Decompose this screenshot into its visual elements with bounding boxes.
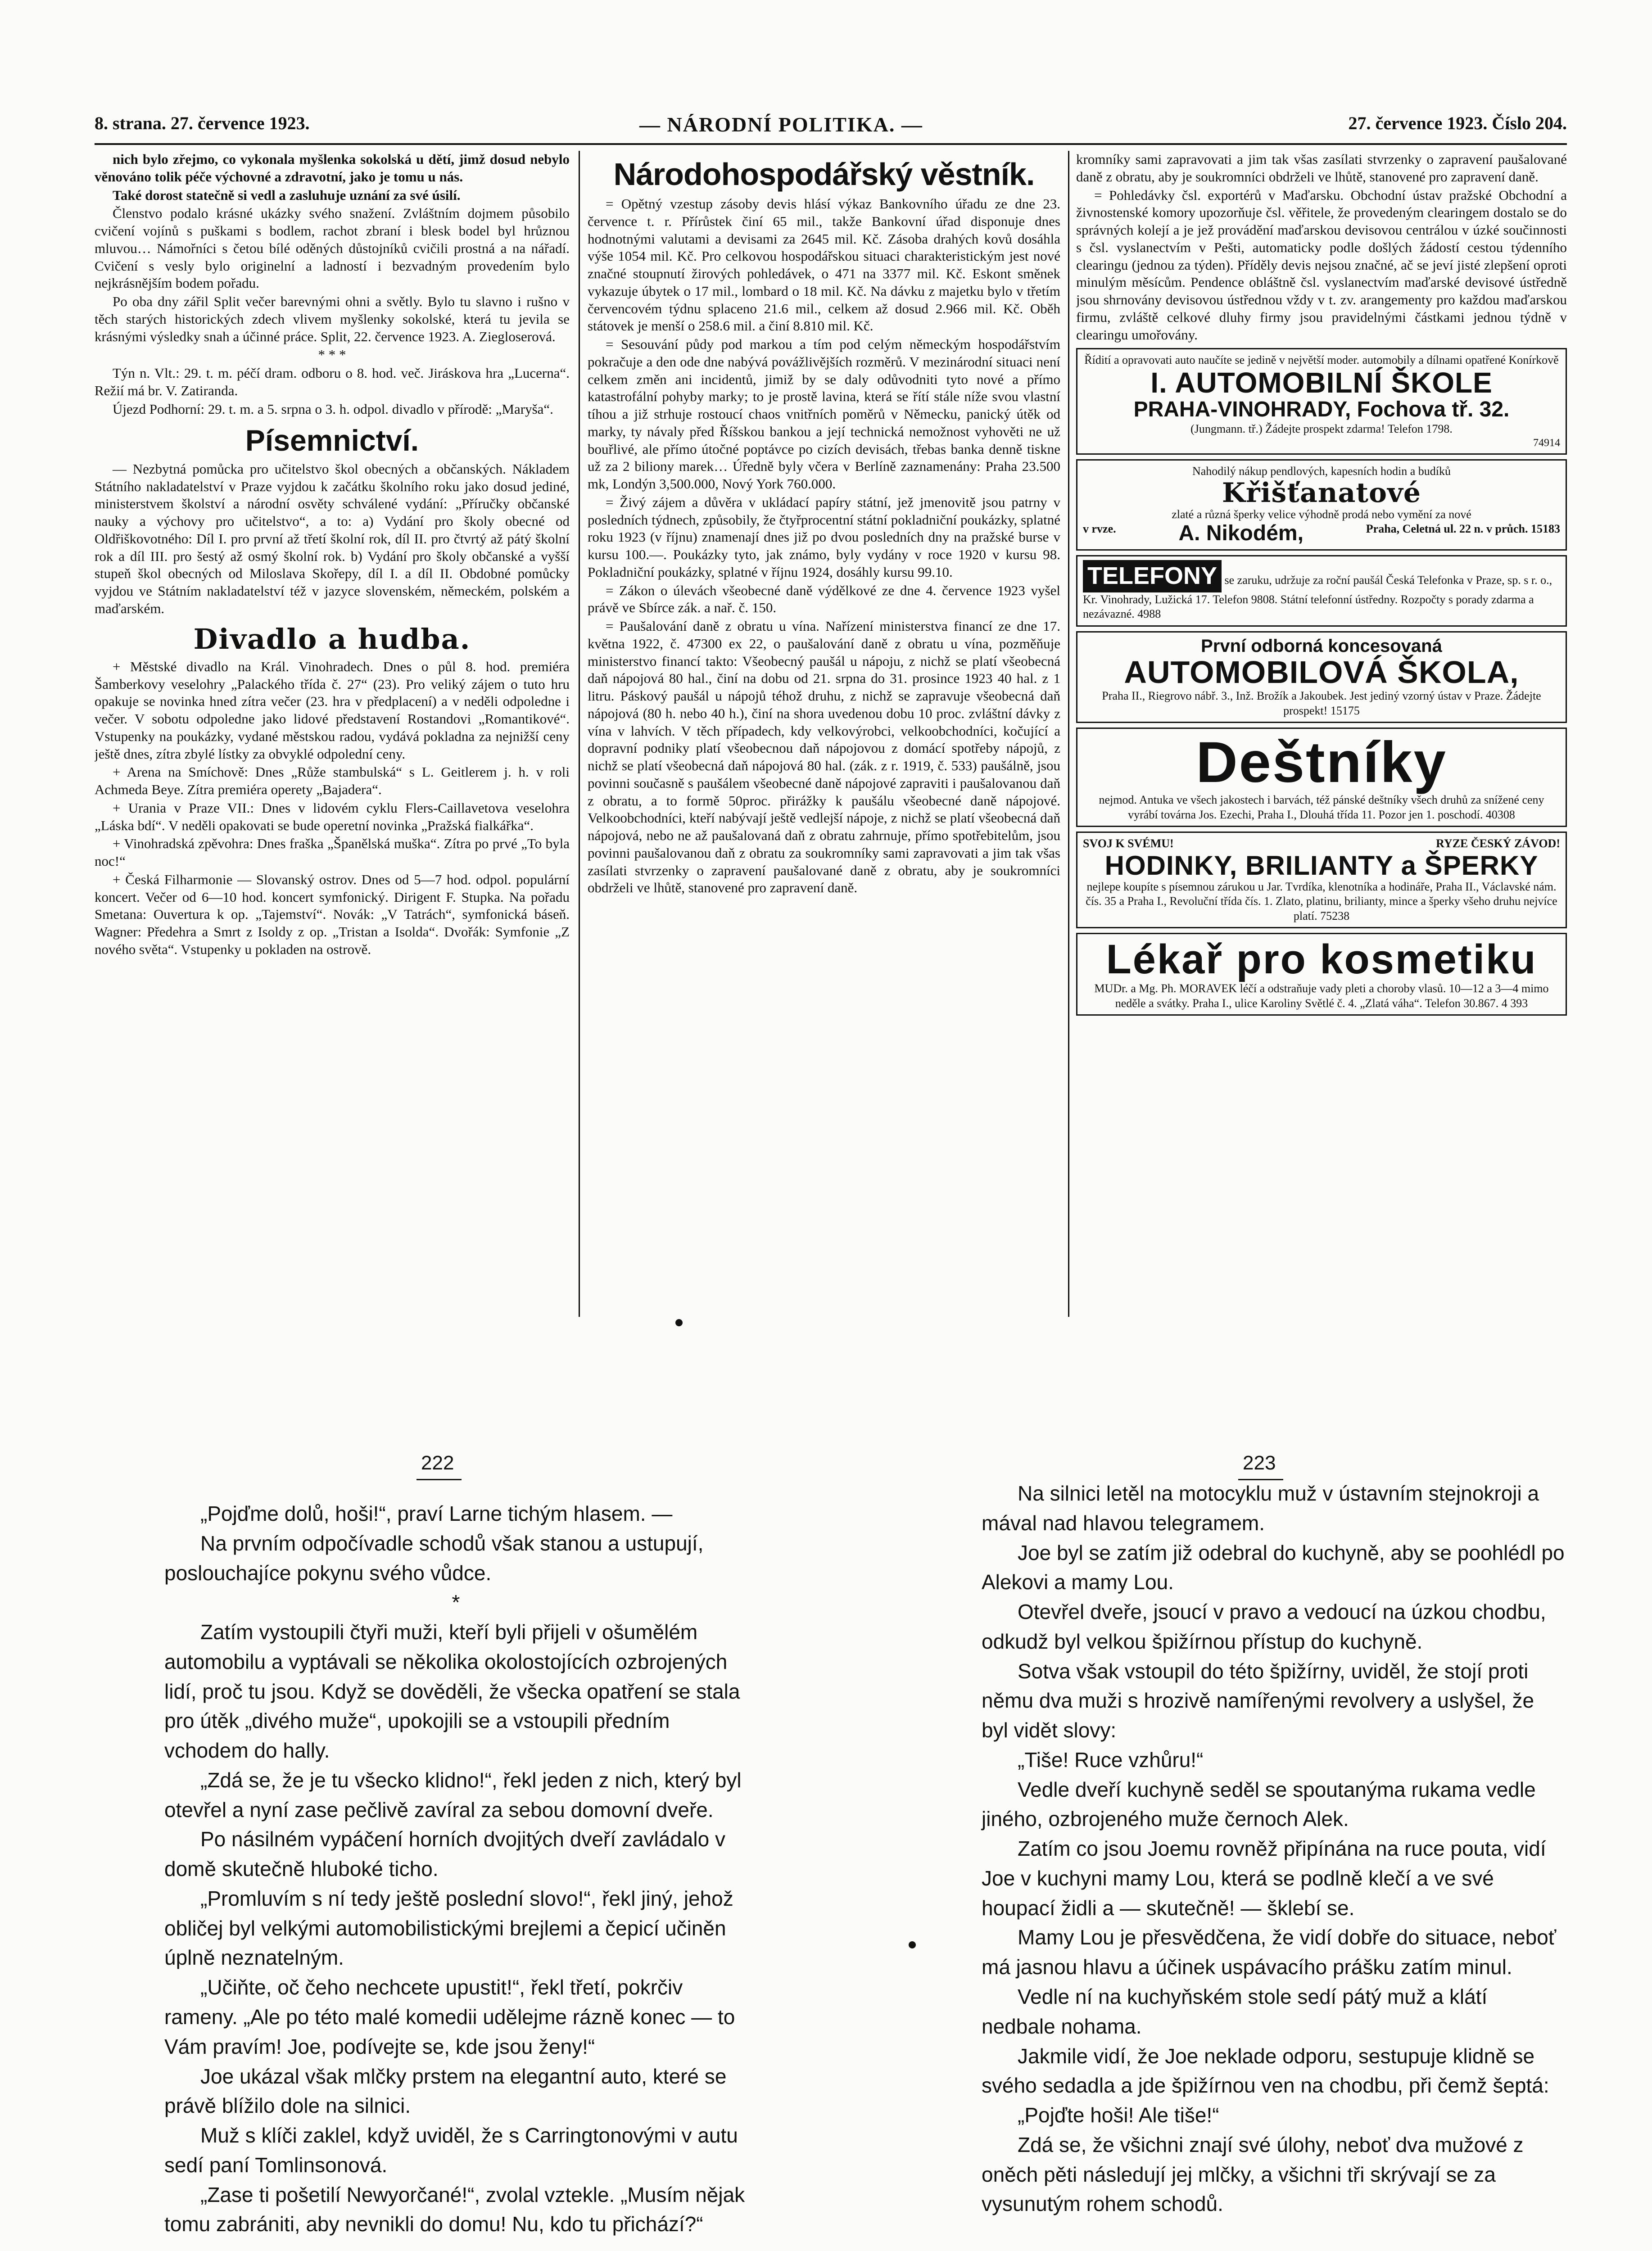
ad-automobilni-top: Řídití a opravovati auto naučíte se jedině v největší moder. automobily a dílnami opatřené Konírkově: [1084, 353, 1559, 367]
left-paragraph: „Zdá se, že je tu všecko klidno!“, řekl jeden z nich, který byl otevřel a nyní zase pečlivě zavíral za sebou domovní dveře.: [164, 1768, 742, 1822]
ad-automobilni-address: PRAHA-VINOHRADY, Fochova tř. 32.: [1133, 397, 1510, 421]
ad-automobilni-bottom: (Jungmann. tř.) Žádejte prospekt zdarma! Telefon 1798.: [1190, 422, 1453, 435]
right-paragraph: Vedle dveří kuchyně seděl se spoutanýma rukama vedle jiného, ozbrojeného muže černoch Alek.: [982, 1777, 1536, 1831]
column-divider-1: [579, 151, 580, 1317]
right-paragraph: Zdá se, že všichni znají své úlohy, neboť dva mužové z oněch pěti následují jej mlčky, a všichni tři skrývají se za vysunutým rohem schodů.: [982, 2133, 1524, 2216]
column-2: [588, 151, 1060, 1317]
right-paragraph: Zatím co jsou Joemu rovněž připínána na ruce pouta, vidí Joe v kuchyni mamy Lou, která se podlně klečí a ve své houpací židli a — skutečně! — šklebí se.: [982, 1837, 1546, 1920]
article-sokol-p2: Také dorost statečně si vedl a zasluhuje uznání za své úsilí.: [113, 187, 461, 203]
ad-nikodem-title: Křišťanatové: [1222, 477, 1421, 509]
header-date-issue: 27. července 1923. Číslo 204.: [1348, 113, 1567, 133]
right-paragraph: „Tiše! Ruce vzhůru!“: [1018, 1748, 1204, 1772]
right-paragraph: Mamy Lou je přesvědčena, že vidí dobře do situace, neboť má jasnou hlavu a účinek uspávacího prášku zatím minul.: [982, 1926, 1557, 1979]
ad-telefony-title: TELEFONY: [1083, 560, 1222, 592]
ad-hodinky-row: [1083, 836, 1560, 851]
economy-zakon: = Zákon o úlevách všeobecné daně výdělkové ze dne 4. července 1923 vyšel právě ve Sbírce zák. a nař. č. 150.: [588, 582, 1060, 616]
left-paragraph: Na prvním odpočívadle schodů však stanou a ustupují, poslouchajíce pokynu svého vůdce.: [164, 1531, 704, 1585]
ink-dot: [675, 1319, 683, 1326]
ad-nikodem-mid: zlaté a různá šperky velice výhodně prodá nebo vymění za nové: [1172, 507, 1471, 521]
ad-nikodem-row: [1083, 522, 1560, 546]
left-paragraph: Muž s klíči zaklel, když uviděl, že s Carringtonovými v autu sedí paní Tomlinsonová.: [164, 2124, 738, 2177]
theatre-filharmonie: + Česká Filharmonie — Slovanský ostrov. Dnes od 5—7 hod. odpol. populární koncert. Večer od 6—10 hod. koncert symfonický. Dirigent F. Stupka. Na pořadu Smetana: Ouvertura k op. „Tajemství“. Novák: „V Tatrách“, symfonická báseň. Wagner: Předehra a Smrt z Isoldy z op. „Tristan a Isolda“. Dvořák: Symfonie „Z nového světa“. Vstupenky u pokladen na ostrově.: [95, 871, 570, 957]
theatre-vinohrady: + Městské divadlo na Král. Vinohradech. Dnes o půl 8. hod. premiéra Šamberkovy veselohry „Palackého třída č. 27“ (23). Pro veliký zájem o tuto hru opakuje se novinka hned zítra večer (23. hra v předplacení) a v neděli odpoledne i večer. V sobotu odpoledne jako lidové představení Rostandovi „Romantikové“. Vstupenky na poukázky, vydané městskou radou, vydává pokladna za nejnižší ceny ještě dnes, zítra zbylé lístky za obvyklé odpolední ceny.: [95, 658, 570, 762]
theatre-urania: + Urania v Praze VII.: Dnes v lidovém cyklu Flers-Caillavetova veselohra „Láska bdí“. V neděli opakovati se bude operetní novinka „Pražská fialkářka“.: [95, 800, 570, 833]
right-paragraph: Na silnici letěl na motocyklu muž v ústavním stejnokroji a mával nad hlavou telegramem.: [982, 1482, 1539, 1535]
left-paragraph: „Promluvím s ní tedy ještě poslední slovo!“, řekl jiný, jehož obličej byl velkými automobilistickými brejlemi a čepicí učiněn úplně neznatelným.: [164, 1886, 733, 1970]
ad-automobilni-number: 74914: [1533, 437, 1560, 449]
ad-nikodem-name: A. Nikodém,: [1178, 521, 1303, 546]
left-paragraph: Po násilném vypáčení horních dvojitých dveří zavládalo v domě skutečně hluboké ticho.: [164, 1827, 725, 1881]
ad-hodinky-right: RYZE ČESKÝ ZÁVOD!: [1436, 837, 1560, 850]
ad-nikodem-address: Praha, Celetná ul. 22 n. v průch. 15183: [1366, 522, 1560, 536]
theatre-arena: + Arena na Smíchově: Dnes „Růže stambulská“ s L. Geitlerem j. h. v roli Achmeda Beye. Zítra premiéra operety „Bajadera“.: [95, 764, 570, 798]
article-sokol-p3: Členstvo podalo krásné ukázky svého snažení. Zvláštním dojmem působilo cvičení vojínů s puškami s bodlem, rachot zbraní i blesk bodel byl hrůznou mluvou… Námořníci s četou bílé oděných důstojníků cvičili prostná a na nářadí. Cvičení s vesly bylo originelní a ladností i bezvadným provedením bylo nejkrásnějším bodem pořadu.: [95, 205, 570, 291]
ad-hodinky: [1076, 832, 1567, 928]
ad-destniky-title: Deštníky: [1196, 730, 1447, 795]
ad-nikodem-top: Nahodilý nákup pendlových, kapesních hodin a budíků: [1192, 465, 1451, 478]
ad-automobilova-title: AUTOMOBILOVÁ ŠKOLA,: [1124, 654, 1519, 690]
ad-hodinky-text: nejlepe koupíte s písemnou zárukou u Jar. Tvrdíka, klenotníka a hodináře, Praha II., Václavské nám. čís. 35 a Praha I., Revoluční třída čís. 1. Zlato, platinu, brilianty, mince a šperky všeho druhu nejvíce platí. 75238: [1086, 880, 1557, 922]
left-paragraph: Joe ukázal však mlčky prstem na elegantní auto, které se právě blížilo dole na silnici.: [164, 2064, 727, 2118]
ink-dot: [909, 1941, 916, 1948]
ad-telefony-text: se zaruku, udržuje za roční paušál Česká Telefonka v Praze, sp. s r. o., Kr. Vinohrady, Lužická 17. Telefon 9808. Státní telefonní ústředny. Rozpočty s porady zdarma a nezávazné. 4988: [1083, 574, 1552, 621]
newspaper-header: [95, 113, 1567, 140]
left-paragraph: „Učiňte, oč čeho nechcete upustit!“, řekl třetí, pokrčiv rameny. „Ale po této malé komedii udělejme rázně konec — to Vám pravím! Joe, podívejte se, kde jsou ženy!“: [164, 1975, 735, 2058]
ad-hodinky-left: SVOJ K SVÉMU!: [1083, 837, 1174, 850]
column-divider-2: [1068, 151, 1069, 1317]
notice-ujezd: Újezd Podhorní: 29. t. m. a 5. srpna o 3. h. odpol. divadlo v přírodě: „Maryša“.: [113, 401, 553, 417]
economy-pausal-cont: kromníky sami zapravovati a jim tak všas zasílati stvrzenky o zapravení paušalované daně z obratu, aby je soukromníci obdrželi ve lhůtě, stanovené pro zapravení daně.: [1076, 151, 1567, 185]
ad-telefony: [1076, 555, 1567, 627]
economy-marka: = Sesouvání půdy pod markou a tím pod celým německým hospodářstvím pokračuje a den ode dne nabývá povážlivějších rozměrů. V mezinárodní situaci není celkem změn ani incidentů, jimiž by se daly odůvodniti tyto nové a přímo katastrofální pohyby marky; to je prostě lavina, která se řítí stále níže svou vlastní tíhou a již strhuje rostoucí chaos vnitřních poměrů v Německu, panický útěk od marky, ty návaly před Říšskou bankou a její technická nemožnost vyhověti ne už bouřlivé, ale přímo útočné poptávce po cizích devisách, třebas banka denně tiskne už za 2 biliony marek… Úředně byly včera v Berlíně zaznamenány: Praha 23.500 mk, Londýn 3,500.000, Nový York 760.000.: [588, 336, 1060, 492]
ad-automobilova-bottom: Praha II., Riegrovo nábř. 3., Inž. Brožík a Jakoubek. Jest jediný vzorný ústav v Praze. Žádejte prospekt! 15175: [1102, 689, 1541, 717]
economy-devisy: = Opětný vzestup zásoby devis hlásí výkaz Bankovního úřadu ze dne 23. července t. r. Přírůstek činí 65 mil., takže Bankovní úřad disponuje dnes hodnotnými valutami a devisami za 2645 mil. Kč. Zásoba drahých kovů dosáhla výše 1054 mil. Kč. Pro celkovou hospodářskou situaci charakteristickým jest nové značné stoupnutí žirových pohledávek, o 471 na 3377 mil. Kč. Eskont směnek vykazuje úbytek o 17 mil., lombard o 18 mil. Kč. Na dávku z majetku bylo v třetím červencovém týdnu splaceno 21.6 mil., celkem až dosud 2.966 mil. Kč. Oběh státovek je menší o 258.6 mil. a činí 8.810 mil. Kč.: [588, 196, 1060, 334]
separator-stars: * * *: [318, 347, 346, 363]
heading-pisemnictvi: Písemnictví.: [245, 424, 419, 457]
theatre-zpevohra: + Vinohradská zpěvohra: Dnes fraška „Španělská muška“. Zítra po prvé „To byla noc!“: [95, 836, 570, 869]
ad-automobilova-skola: [1076, 631, 1567, 723]
ad-automobilova-top: První odborná koncesovaná: [1201, 636, 1442, 656]
right-paragraph: Sotva však vstoupil do této špižírny, uviděl, že stojí proti němu dva muži s hrozivě namířenými revolvery a uslyšel, že byl vidět slovy:: [982, 1659, 1534, 1742]
right-paragraph: Joe byl se zatím již odebral do kuchyně, aby se poohlédl po Alekovi a mamy Lou.: [982, 1541, 1565, 1594]
article-sokol-p1: nich bylo zřejmo, co vykonala myšlenka sokolská u dětí, jimž dosud nebylo věnováno tolik péče výchovné a zdravotní, jako je tomu u nás.: [95, 151, 570, 185]
right-paragraph: „Pojďte hoši! Ale tiše!“: [1018, 2103, 1219, 2127]
ad-nikodem-rvze: v rvze.: [1083, 522, 1116, 536]
column-1: [95, 151, 570, 1317]
page-number-right: 223: [1243, 1452, 1276, 1474]
ad-automobilni-skola: [1076, 348, 1567, 455]
article-sokol-p4: Po oba dny zářil Split večer barevnými ohni a světly. Bylo tu slavno i rušno v těch starých historických zdech vlivem myšlenky sokolské, která tu jevila se krásnými výsledky snah a účinné práce. Split, 22. července 1923. A. Ziegloserová.: [95, 294, 570, 344]
header-masthead: — NÁRODNÍ POLITIKA. —: [639, 113, 923, 136]
page-number-left-rule: [416, 1479, 462, 1480]
left-paragraph: *: [452, 1591, 460, 1614]
ad-automobilni-title: I. AUTOMOBILNÍ ŠKOLE: [1150, 366, 1493, 399]
right-paragraph: Vedle ní na kuchyňském stole sedí pátý muž a klátí nedbale nohama.: [982, 1985, 1488, 2038]
book-page-left: [164, 1499, 747, 2239]
column-3: [1076, 151, 1567, 1317]
heading-narodohospodarsky: Národohospodářský věstník.: [613, 157, 1035, 192]
ad-destniky-text: nejmod. Antuka ve všech jakostech i barvách, též pánské deštníky všech druhů za snížené ceny vyrábí továrna Jos. Ezechi, Praha I., Dlouhá třída 11. Pozor jen 1. poschodí. 40308: [1099, 793, 1544, 821]
book-page-right: [982, 1479, 1565, 2219]
right-paragraph: Otevřel dveře, jsoucí v pravo a vedoucí na úzkou chodbu, odkudž byl velkou špižírnou přístup do kuchyně.: [982, 1600, 1546, 1653]
article-pisemnictvi: — Nezbytná pomůcka pro učitelstvo škol obecných a občanských. Nákladem Státního nakladatelství v Praze vyjdou k začátku školního roku jako dosud jediné, ministerstvem školství a národní osvěty schválené vydání: „Příručky občanské nauky a výchovy pro učitelstvo“, a to: a) Vydání pro školy obecné od Oldřiškovotného: Díl I. pro první až třetí školní rok, díl II. pro čtvrtý až pátý školní rok a díl III. pro šestý až osmý školní rok. b) Vydání pro školy občanské a vyšší stupeň škol obecných od Miloslava Skořepy, díl I. a díl II. Obdobné pomůcky vyjdou ve Státním nakladatelství též v jazyce slovenském, německém, polském a maďarském.: [95, 461, 570, 616]
notice-tyn: Týn n. Vlt.: 29. t. m. péčí dram. odboru o 8. hod. več. Jiráskova hra „Lucerna“. Režií má br. V. Zatiranda.: [95, 365, 570, 398]
economy-madarsko: = Pohledávky čsl. exportérů v Maďarsku. Obchodní ústav pražské Obchodní a živnostenské komory upozorňuje čsl. věřitele, že provedeným clearingem dostalo se do správných kolejí a je jež provádění maďarskou devisovou centrálou v úzké součinnosti s čsl. vyslanectvím v Pešti, automaticky podle došlých žádostí cestou týdenního clearingu (jednou za týden). Příděly devis nejsou značné, ač se jeví jisté zlepšení oproti minulým měsícům. Pendence obláštně čsl. vyslanectvím maďarské devisové ústředně jsou shrnovány devisovou ústřednou vždy v t. zv. arangementy pro každou maďarskou firmu, zvláště celkové dluhy firmy jsou pravidelnými částkami jednou týdně v clearingu umořovány.: [1076, 187, 1567, 343]
ad-nikodem: [1076, 459, 1567, 551]
economy-papiry: = Živý zájem a důvěra v ukládací papíry státní, jež jmenovitě jsou patrny v posledních týdnech, způsobily, že čtyřprocentní státní pokladniční poukázky, splatné roku 1923 (v říjnu) znamenají dnes již po dvou posledních dny na pražské burse v kursu 100.—. Poukázky tyto, jak známo, byly vydány v roce 1920 v kursu 98. Pokladniční poukázky, splatné v říjnu 1924, dosáhly kursu 99.10.: [588, 494, 1060, 580]
page-number-left: 222: [421, 1452, 454, 1474]
economy-pausal: = Paušalování daně z obratu u vína. Nařízení ministerstva financí ze dne 17. května 1922, č. 47300 ex 22, o paušalování daně z obratu u vína, pozměňuje ministerstvo financí takto: Všeobecný paušál u nápoju, z nichž se platí všeobecná daň nápojová 80 hal., činí na dobu od 21. srpna do 31. prosince 1923 40 hal. z 1 litru. Páskový paušál u nápojů téhož druhu, z nichž se zapravuje všeobecná daň nápojová (80 h. nebo 40 h.), činí na shora uvedenou dobu 10 proc. zvláštní dávky z vína v lahvích. V těch případech, kdy velkovýrobci, velkoobchodníci, kočující a dopravní podniky platí všeobecnou daň nápojovou z domácí spotřeby nápojů, z nichž se platí všeobecná daň nápojová 80 hal. (zák. z r. 1919, č. 533) paušálně, jsou povinni současně s paušálem všeobecné daně nápojové zapraviti i paušalovanou daň z obratu, a to formě 50proc. přirážky k paušálu všeobecné daně nápojové. Velkoobchodníci, kteří nabývají ještě vedlejší nápoje, z nichž se platí všeobecná daň nápojová, nebo ne až paušalovaná daň z obratu zahrnuje, přímo spotřebitelům, jsou povinni paušalovanou daň z obratu za soukromníky sami zapravovati a jim tak všas zasílati stvrzenky o zapravení paušalované daně z obratu, aby je soukromníci obdrželi ve lhůtě, stanovené pro zapravení daně.: [588, 618, 1060, 896]
heading-divadlo: Divadlo a hudba.: [193, 622, 471, 655]
ad-kosmetika: [1076, 933, 1567, 1016]
left-paragraph: „Pojďme dolů, hoši!“, praví Larne tichým hlasem. —: [200, 1502, 673, 1525]
ad-kosmetika-title: Lékař pro kosmetiku: [1106, 936, 1537, 983]
header-rule: [95, 143, 1567, 145]
right-paragraph: Jakmile vidí, že Joe neklade odporu, sestupuje klidně se svého sedadla a jde špižírnou ven na chodbu, při čemž šeptá:: [982, 2044, 1549, 2097]
ad-hodinky-title: HODINKY, BRILIANTY a ŠPERKY: [1104, 850, 1539, 881]
left-paragraph: Zatím vystoupili čtyři muži, kteří byli přijeli v ošumělém automobilu a vyptávali se několika okolostojících ozbrojených lidí, proč tu jsou. Když se dověděli, že všecka opatření se stala pro útěk „divého muže“, upokojili se a vstoupili předním vchodem do hally.: [164, 1620, 740, 1763]
ad-destniky: [1076, 728, 1567, 827]
left-paragraph: „Zase ti pošetilí Newyorčané!“, zvolal vztekle. „Musím nějak tomu zabrániti, aby nevnikli do domu! Nu, kdo tu přichází?“: [164, 2183, 745, 2236]
ad-kosmetika-text: MUDr. a Mg. Ph. MORAVEK léčí a odstraňuje vady pleti a choroby vlasů. 10—12 a 3—4 mimo neděle a svátky. Praha I., ulice Karoliny Světlé č. 4. „Zlatá váha“. Telefon 30.867. 4 393: [1094, 982, 1549, 1010]
header-page-date: 8. strana. 27. července 1923.: [95, 113, 310, 133]
